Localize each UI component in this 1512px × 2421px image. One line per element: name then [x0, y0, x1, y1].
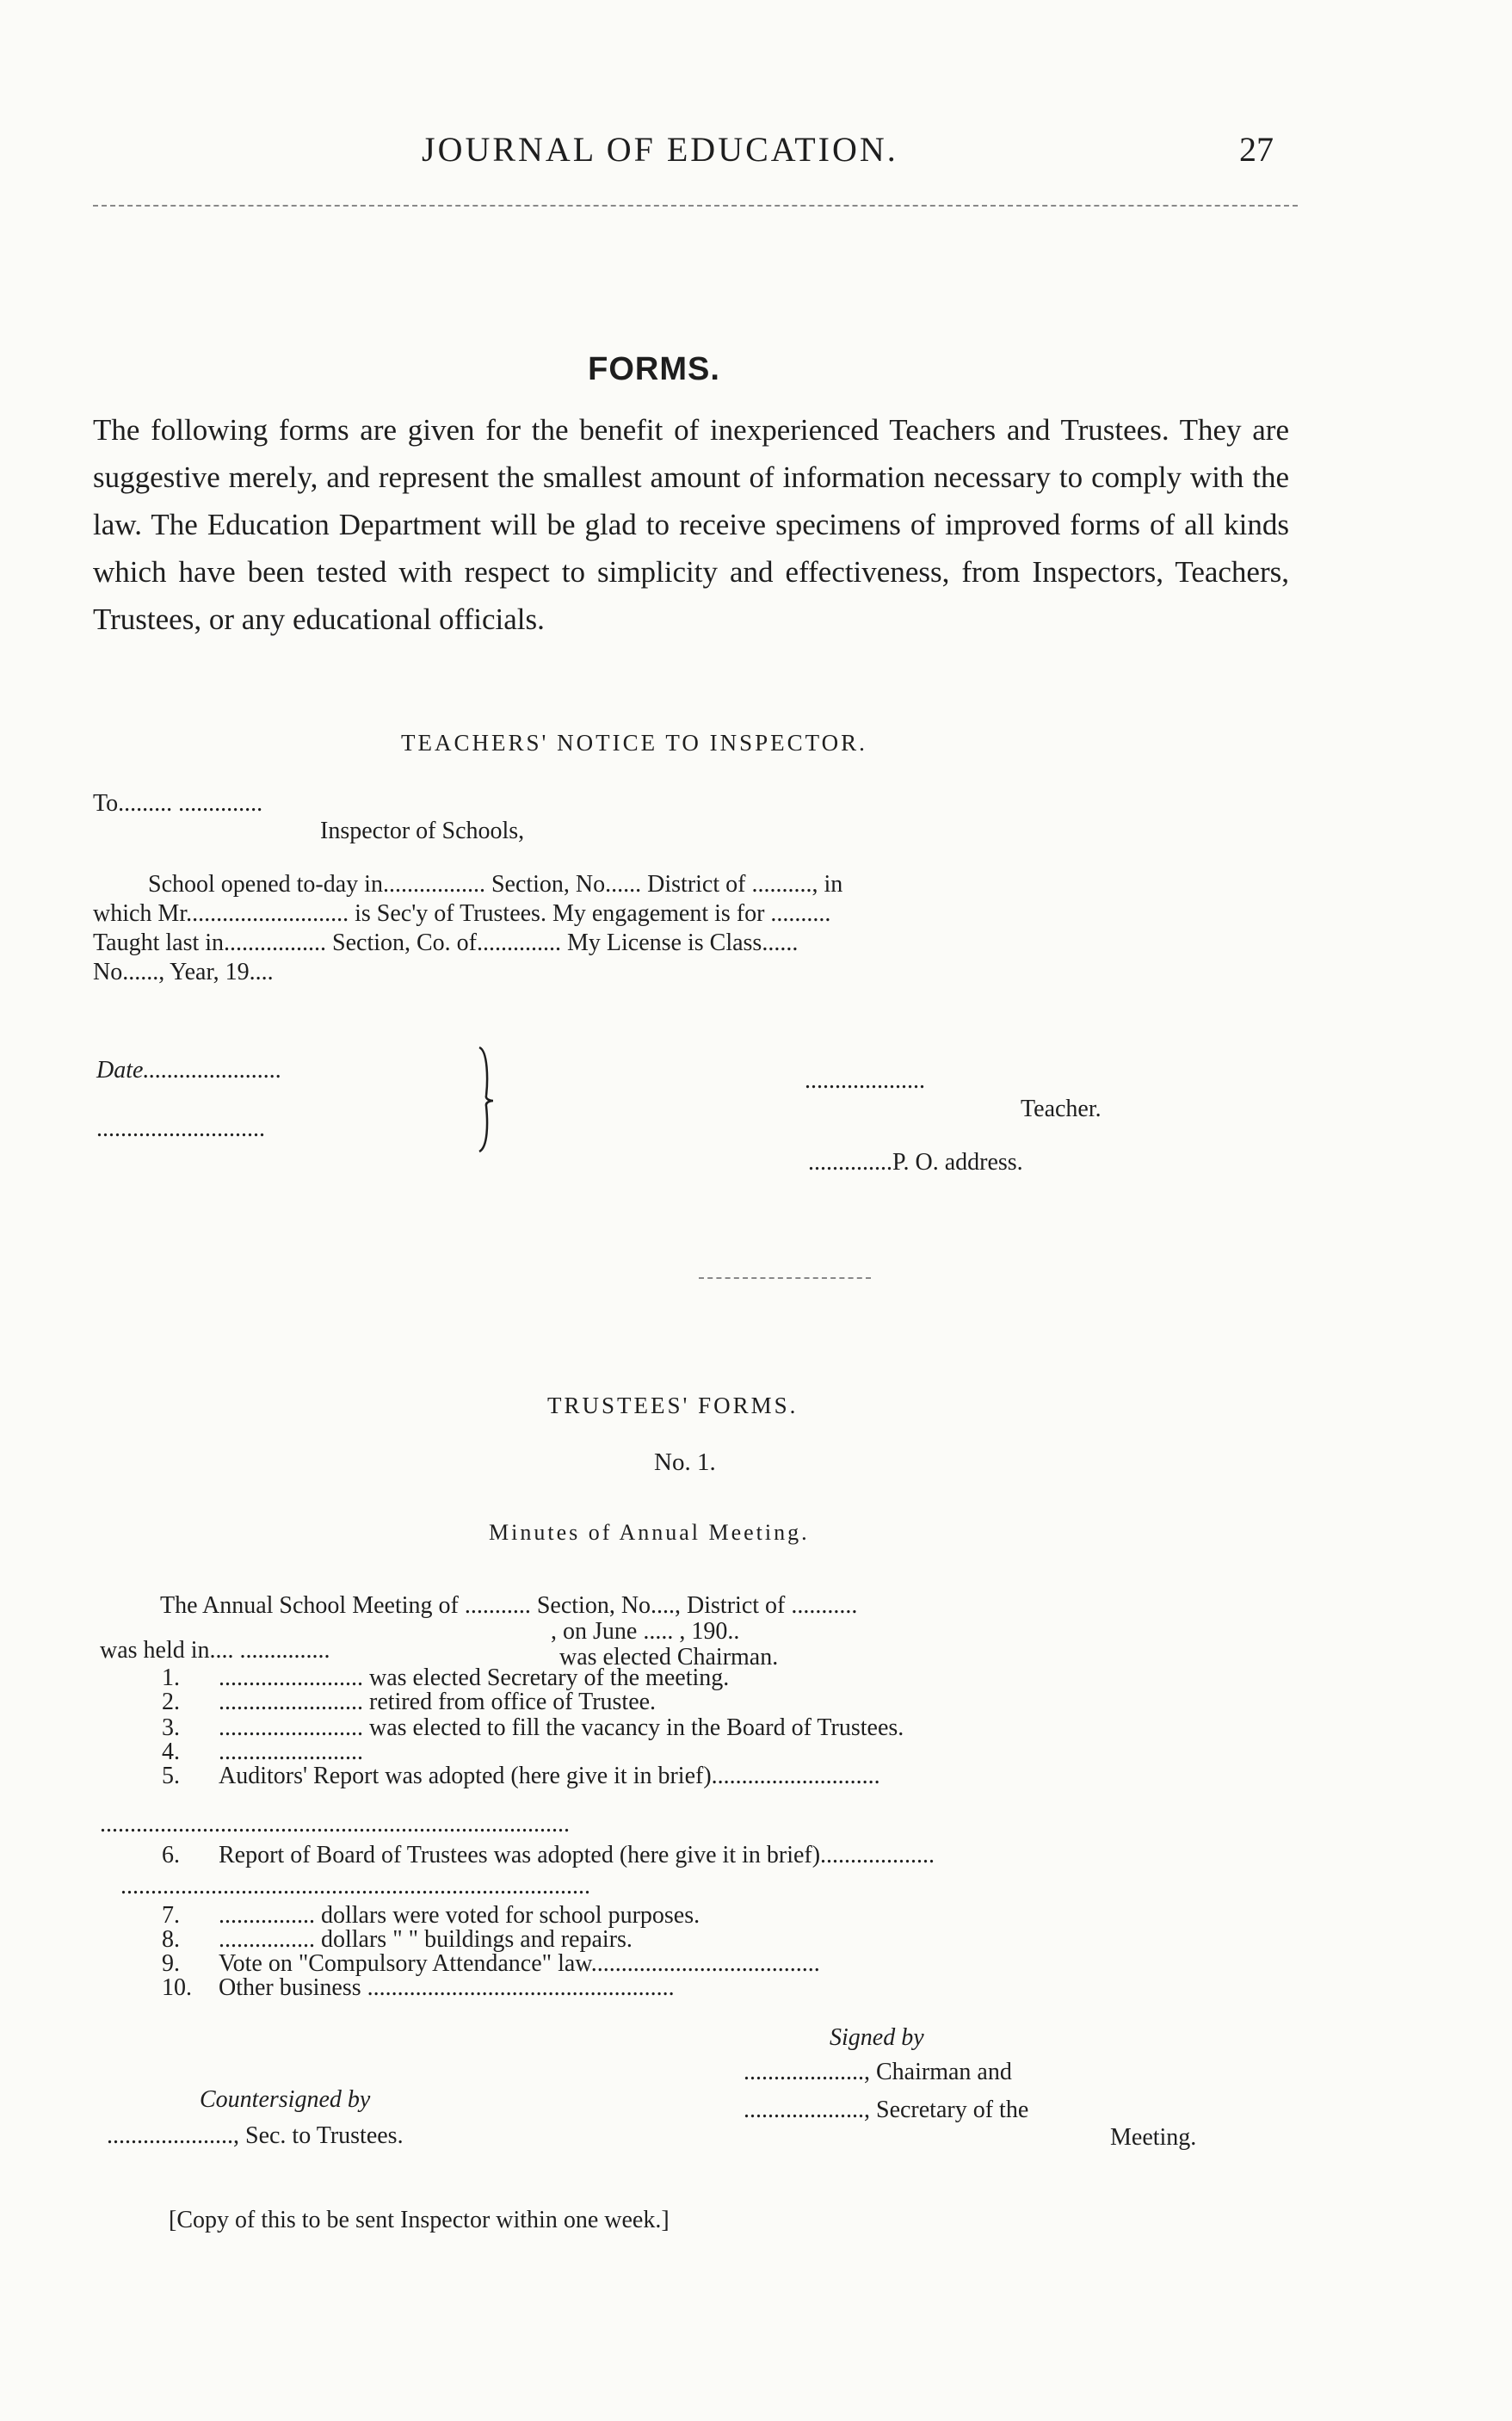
section-divider	[699, 1277, 871, 1279]
minutes-item	[162, 1689, 656, 1716]
notice-body-line-1: School opened to-day in................. Section, No...... District of .........., in	[148, 871, 843, 898]
secretary-line: ...................., Secretary of the	[744, 2097, 1029, 2123]
meeting-line-b-left: was held in.... ...............	[100, 1637, 330, 1664]
minutes-item-text: ................ dollars were voted for school purposes.	[219, 1902, 700, 1929]
minutes-item-number: 6.	[162, 1842, 180, 1868]
minutes-item-text: Other business ...................................................	[219, 1974, 675, 2001]
journal-title: JOURNAL OF EDUCATION.	[422, 130, 898, 169]
dots-after-item-5: ..............................................................................	[100, 1811, 570, 1837]
copy-note: [Copy of this to be sent Inspector within one week.]	[169, 2207, 670, 2233]
minutes-subheading: Minutes of Annual Meeting.	[489, 1520, 810, 1545]
teacher-label: Teacher.	[1021, 1096, 1102, 1122]
forms-intro-paragraph: The following forms are given for the benefit of inexperienced Teachers and Trustees. They are suggestive merely, and represent the smallest amount of information necessary to comply with the law. The Education Department will be glad to receive specimens of improved forms of all kinds which have been tested with respect to simplicity and effectiveness, from Inspectors, Teachers, Trustees, or any educational officials.	[93, 413, 1289, 636]
minutes-item-text: ........................ was elected to fill the vacancy in the Board of Trustees.	[219, 1714, 904, 1741]
meeting-label: Meeting.	[1110, 2124, 1197, 2151]
teacher-dots: ....................	[805, 1067, 925, 1094]
minutes-item-number: 2.	[162, 1689, 180, 1715]
to-line: To......... ..............	[93, 790, 263, 817]
minutes-item-number: 9.	[162, 1950, 180, 1977]
minutes-item-number: 4.	[162, 1739, 180, 1765]
minutes-item-text: ........................ was elected Secretary of the meeting.	[219, 1664, 730, 1691]
minutes-item-number: 10.	[162, 1974, 192, 2001]
chairman-line: ...................., Chairman and	[744, 2059, 1012, 2085]
notice-body-line-4: No......, Year, 19....	[93, 959, 274, 985]
minutes-item	[162, 1842, 935, 1869]
inspector-line: Inspector of Schools,	[320, 818, 525, 844]
page-number: 27	[1239, 130, 1274, 169]
minutes-item-number: 5.	[162, 1763, 180, 1789]
signed-by-label: Signed by	[830, 2024, 924, 2051]
minutes-item-text: Report of Board of Trustees was adopted (here give it in brief)...................	[219, 1842, 935, 1868]
minutes-item-text: Vote on "Compulsory Attendance" law......................................	[219, 1950, 820, 1977]
minutes-item-text: ................ dollars " " buildings and repairs.	[219, 1926, 633, 1953]
minutes-item-number: 8.	[162, 1926, 180, 1953]
minutes-item	[162, 1974, 675, 2002]
sec-to-trustees-line: ....................., Sec. to Trustees.	[107, 2122, 404, 2149]
minutes-item-number: 7.	[162, 1902, 180, 1929]
date-brace	[476, 1046, 497, 1153]
notice-body-line-2: which Mr........................... is Sec'y of Trustees. My engagement is for ..........	[93, 900, 831, 927]
minutes-item-number: 1.	[162, 1664, 180, 1691]
minutes-item	[162, 1763, 880, 1790]
notice-body-line-3: Taught last in................. Section, Co. of.............. My License is Class......	[93, 929, 799, 956]
meeting-line-a: The Annual School Meeting of ........... Section, No...., District of ...........	[160, 1592, 858, 1619]
trustees-forms-heading: TRUSTEES' FORMS.	[547, 1393, 799, 1418]
countersigned-by-label: Countersigned by	[200, 2086, 371, 2113]
meeting-line-b-right: , on June ..... , 190..	[551, 1618, 740, 1645]
header-rule	[93, 205, 1298, 207]
date-line-2: ............................	[96, 1115, 265, 1142]
form-number: No. 1.	[654, 1448, 716, 1476]
minutes-item-text: ........................ retired from office of Trustee.	[219, 1689, 657, 1715]
po-address-line: ..............P. O. address.	[808, 1149, 1023, 1176]
date-line: Date.......................	[96, 1057, 282, 1084]
minutes-item-text: ........................	[219, 1739, 363, 1765]
dots-after-item-6: ..............................................................................	[120, 1873, 590, 1899]
meeting-line-b-right-2: was elected Chairman.	[559, 1644, 779, 1671]
minutes-item-text: Auditors' Report was adopted (here give it in brief)............................	[219, 1763, 880, 1789]
teachers-notice-heading: TEACHERS' NOTICE TO INSPECTOR.	[401, 730, 867, 756]
minutes-item-number: 3.	[162, 1714, 180, 1741]
forms-heading: FORMS.	[588, 351, 720, 387]
